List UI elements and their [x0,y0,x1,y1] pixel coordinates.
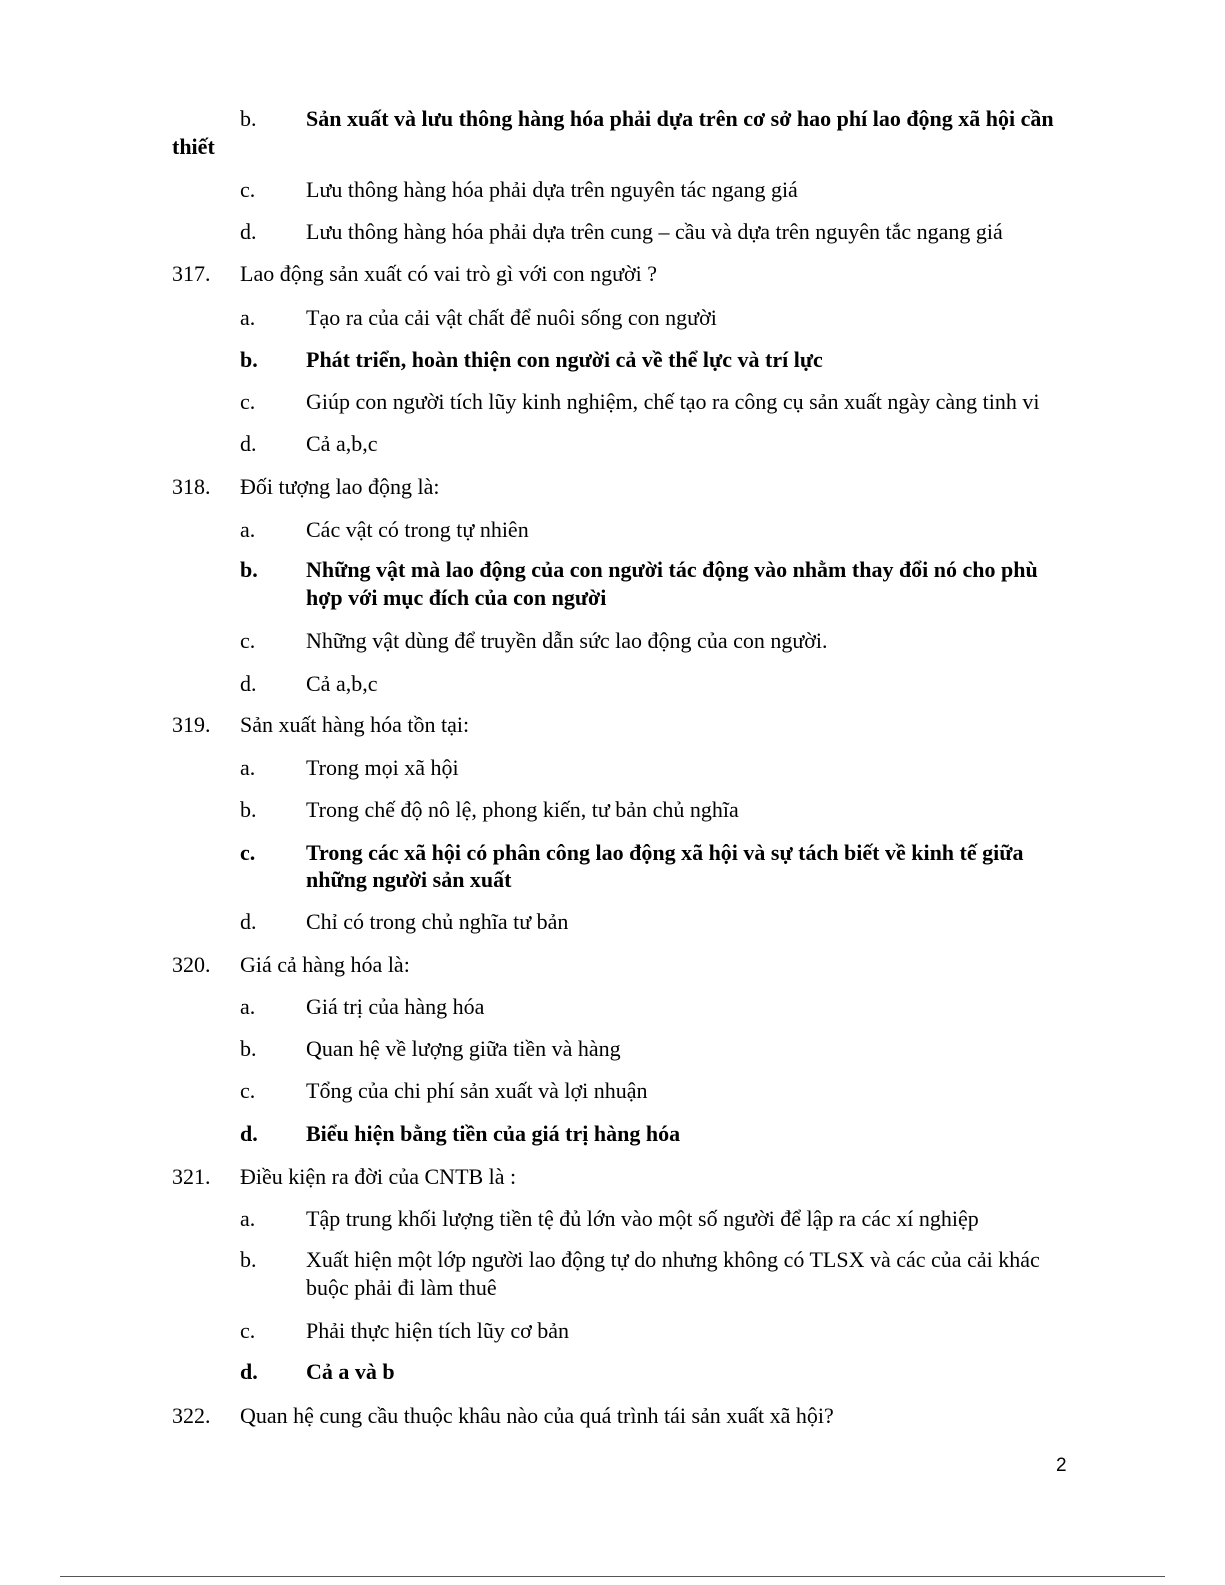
option-letter: c. [240,1318,256,1343]
option-text: Trong các xã hội có phân công lao động xã hội và sự tách biết về kinh tế giữa [306,840,1024,865]
option-letter: c. [240,389,256,414]
option-text: Giá trị của hàng hóa [306,994,485,1019]
option-text: Tập trung khối lượng tiền tệ đủ lớn vào một số người để lập ra các xí nghiệp [306,1206,979,1231]
page-number: 2 [1056,1455,1067,1476]
option-text: Biểu hiện bằng tiền của giá trị hàng hóa [306,1121,681,1146]
option-text: Những vật dùng để truyền dẫn sức lao động của con người. [306,628,828,653]
option-letter: b. [240,1036,257,1061]
option-letter: d. [240,671,257,696]
option-letter: c. [240,177,256,202]
option-text-continuation: buộc phải đi làm thuê [306,1275,497,1300]
option-text: Cả a,b,c [306,431,378,456]
option-text: Các vật có trong tự nhiên [306,517,529,542]
option-letter: a. [240,305,256,330]
option-letter: d. [240,219,257,244]
option-text: Lưu thông hàng hóa phải dựa trên nguyên tác ngang giá [306,177,798,202]
option-text: Giúp con người tích lũy kinh nghiệm, chế tạo ra công cụ sản xuất ngày càng tinh vi [306,389,1040,414]
option-text: Sản xuất và lưu thông hàng hóa phải dựa trên cơ sở hao phí lao động xã hội cần [306,106,1054,131]
question-number: 319. [172,712,211,737]
question-text: Giá cả hàng hóa là: [240,952,410,977]
option-letter: b. [240,797,257,822]
option-text: Lưu thông hàng hóa phải dựa trên cung – cầu và dựa trên nguyên tắc ngang giá [306,219,1003,244]
option-letter: a. [240,994,256,1019]
question-number: 321. [172,1164,211,1189]
option-text-continuation: thiết [172,134,215,159]
option-letter: d. [240,1121,258,1146]
option-letter: b. [240,1247,257,1272]
question-text: Đối tượng lao động là: [240,474,440,499]
question-text: Lao động sản xuất có vai trò gì với con người ? [240,261,658,286]
question-text: Quan hệ cung cầu thuộc khâu nào của quá trình tái sản xuất xã hội? [240,1403,834,1428]
option-letter: a. [240,1206,256,1231]
option-letter: d. [240,1359,258,1384]
option-letter: c. [240,628,256,653]
option-text: Xuất hiện một lớp người lao động tự do nhưng không có TLSX và các của cải khác [306,1247,1040,1272]
option-text-continuation: hợp với mục đích của con người [306,585,607,610]
option-letter: b. [240,347,258,372]
option-letter: b. [240,557,258,582]
option-letter: c. [240,1078,256,1103]
question-number: 322. [172,1403,211,1428]
option-text: Tổng của chi phí sản xuất và lợi nhuận [306,1078,648,1103]
option-text: Cả a và b [306,1359,395,1384]
option-text: Phải thực hiện tích lũy cơ bản [306,1318,570,1343]
option-text: Trong mọi xã hội [306,755,459,780]
option-letter: c. [240,840,256,865]
question-text: Điều kiện ra đời của CNTB là : [240,1164,517,1189]
option-letter: d. [240,431,257,456]
option-text: Chỉ có trong chủ nghĩa tư bản [306,909,569,934]
option-text: Trong chế độ nô lệ, phong kiến, tư bản chủ nghĩa [306,797,739,822]
option-letter: a. [240,517,256,542]
option-text: Quan hệ về lượng giữa tiền và hàng [306,1036,621,1061]
question-number: 317. [172,261,211,286]
option-text: Tạo ra của cải vật chất để nuôi sống con người [306,305,717,330]
option-letter: b. [240,106,257,131]
option-text: Phát triển, hoàn thiện con người cả về thể lực và trí lực [306,347,823,372]
option-text: Cả a,b,c [306,671,378,696]
option-text-continuation: những người sản xuất [306,867,512,892]
page-bottom-rule [60,1576,1165,1577]
option-letter: a. [240,755,256,780]
question-number: 320. [172,952,211,977]
option-letter: d. [240,909,257,934]
question-text: Sản xuất hàng hóa tồn tại: [240,712,470,737]
question-number: 318. [172,474,211,499]
option-text: Những vật mà lao động của con người tác động vào nhằm thay đổi nó cho phù [306,557,1038,582]
